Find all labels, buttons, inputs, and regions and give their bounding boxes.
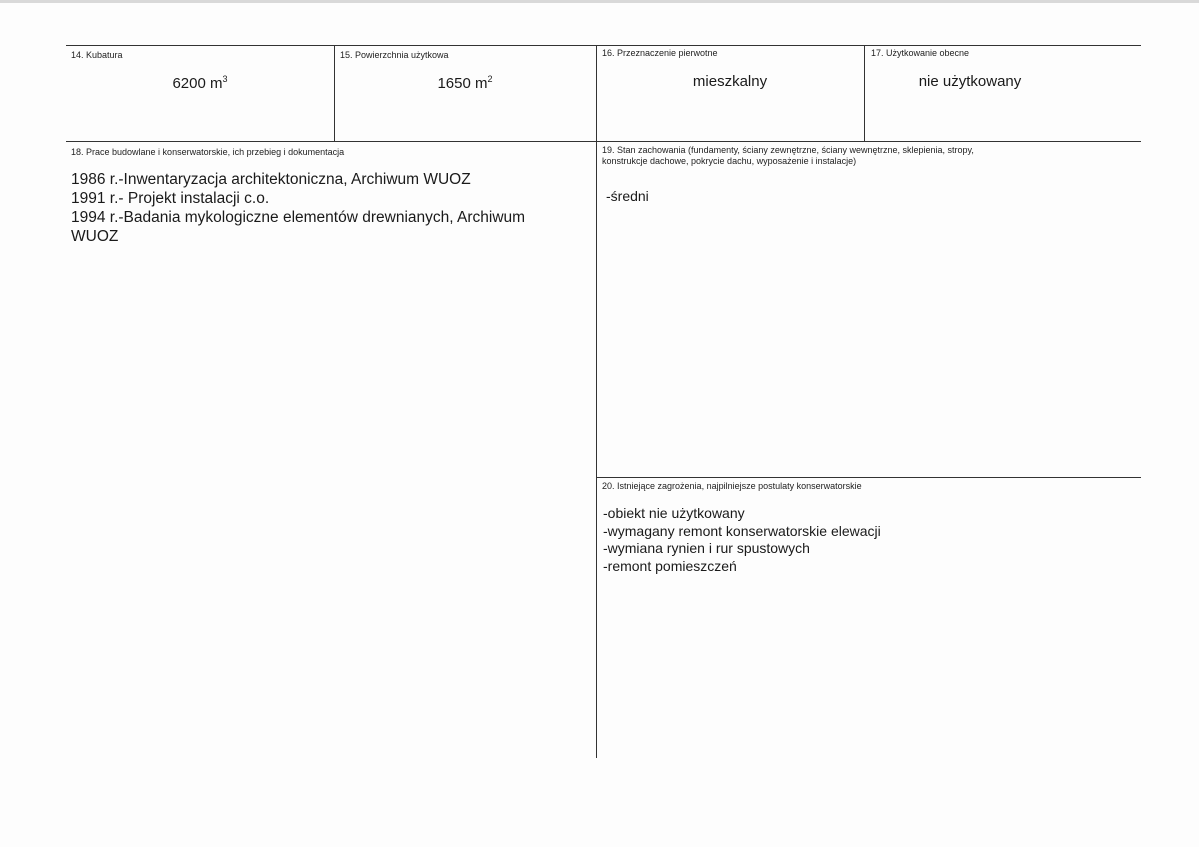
field-15-unit-exponent: 2	[487, 74, 493, 84]
field-15-label: 15. Powierzchnia użytkowa	[340, 50, 449, 60]
field-19-label-line: konstrukcje dachowe, pokrycie dachu, wyposażenie i instalacje)	[602, 156, 857, 166]
field-16-value: mieszkalny	[692, 73, 768, 90]
field-18-entry: 1986 r.-Inwentaryzacja architektoniczna, Archiwum WUOZ	[71, 171, 471, 188]
field-17-label: 17. Użytkowanie obecne	[871, 48, 970, 58]
field-14-label: 14. Kubatura	[71, 50, 123, 60]
field-20-entry: -remont pomieszczeń	[603, 557, 737, 574]
field-16-label: 16. Przeznaczenie pierwotne	[602, 48, 718, 58]
rule-col-3	[864, 45, 865, 142]
field-14-value-text: 6200 m	[172, 75, 223, 92]
field-19-label	[602, 145, 974, 167]
field-19-value: -średni	[606, 188, 649, 204]
field-18-label: 18. Prace budowlane i konserwatorskie, ich przebieg i dokumentacja	[71, 147, 345, 157]
field-18-entry: 1991 r.- Projekt instalacji c.o.	[71, 190, 270, 207]
field-20-entry: -obiekt nie użytkowany	[603, 505, 745, 521]
rule-col-2	[596, 45, 597, 758]
rule-row-divider	[66, 141, 1141, 142]
field-14-unit-exponent: 3	[222, 74, 228, 84]
field-14-value	[66, 74, 334, 92]
field-18-entries	[71, 170, 525, 246]
field-20-label: 20. Istniejące zagrożenia, najpilniejsze postulaty konserwatorskie	[602, 481, 862, 491]
field-15-value	[334, 74, 596, 92]
field-17-value: nie użytkowany	[918, 73, 1022, 90]
rule-section-20	[597, 477, 1141, 478]
rule-col-1	[334, 45, 335, 142]
field-20-entries	[603, 505, 881, 575]
field-20-entry: -wymiana rynien i rur spustowych	[603, 540, 810, 556]
field-19-label-line: 19. Stan zachowania (fundamenty, ściany zewnętrzne, ściany wewnętrzne, sklepienia, stropy,	[602, 145, 974, 155]
field-20-entry: -wymagany remont konserwatorskie elewacji	[603, 522, 881, 539]
field-15-value-text: 1650 m	[437, 75, 488, 92]
scan-edge-shade	[0, 0, 1199, 3]
field-18-entry: WUOZ	[71, 228, 119, 245]
rule-top	[66, 45, 1141, 46]
field-18-entry: 1994 r.-Badania mykologiczne elementów drewnianych, Archiwum	[71, 209, 526, 226]
